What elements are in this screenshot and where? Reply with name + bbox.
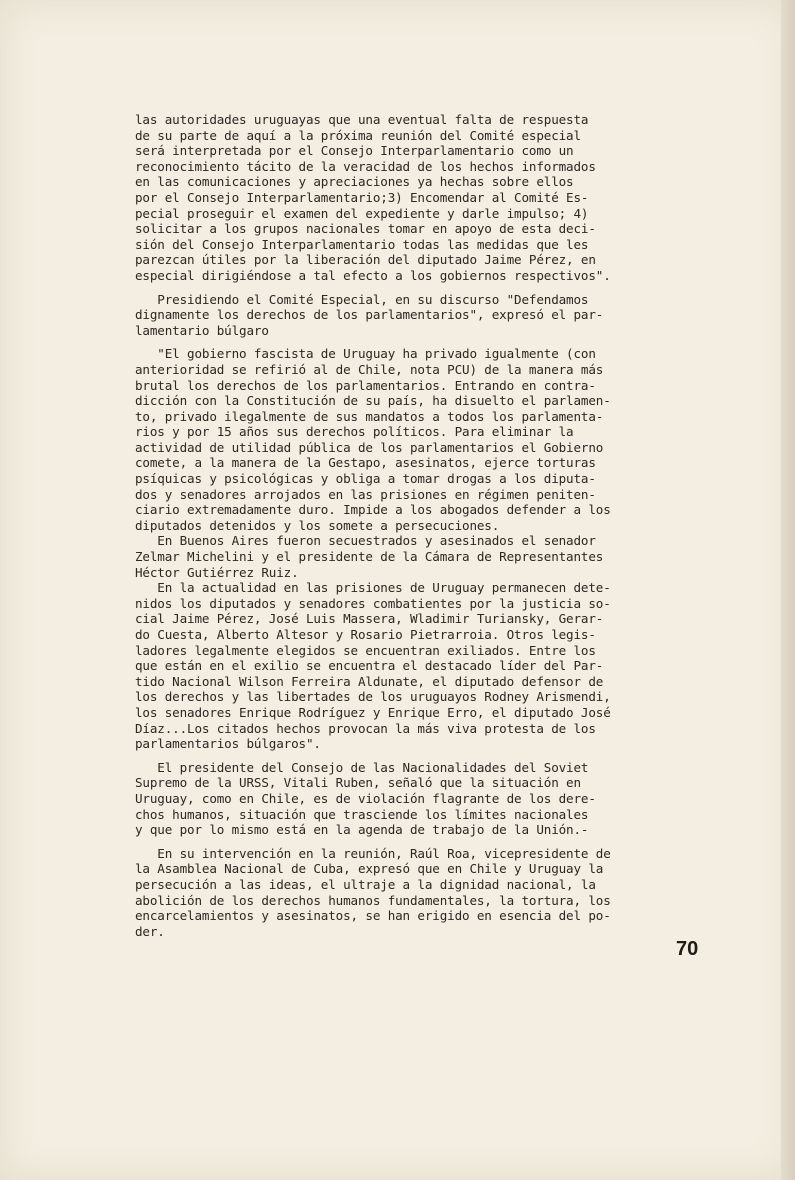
text-line: solicitar a los grupos nacionales tomar en apoyo de esta deci- bbox=[135, 221, 596, 237]
text-line: parezcan útiles por la liberación del diputado Jaime Pérez, en bbox=[135, 252, 596, 268]
page-number: 70 bbox=[676, 938, 699, 960]
text-line: dignamente los derechos de los parlamentarios", expresó el par- bbox=[135, 307, 604, 323]
text-line: especial dirigiéndose a tal efecto a los gobiernos respectivos". bbox=[135, 267, 611, 283]
paragraph bbox=[135, 760, 725, 838]
text-line: por el Consejo Interparlamentario;3) Encomendar al Comité Es- bbox=[135, 189, 589, 205]
text-line: En Buenos Aires fueron secuestrados y asesinados el senador bbox=[135, 533, 596, 549]
text-line: Presidiendo el Comité Especial, en su discurso "Defendamos bbox=[135, 291, 589, 307]
text-line: comete, a la manera de la Gestapo, asesinatos, ejerce torturas bbox=[135, 455, 596, 471]
text-line: dicción con la Constitución de su país, ha disuelto el parlamen- bbox=[135, 393, 611, 409]
text-line: ladores legalmente elegidos se encuentran exiliados. Entre los bbox=[135, 642, 596, 658]
text-line: En su intervención en la reunión, Raúl Roa, vicepresidente de bbox=[135, 845, 611, 861]
text-line: diputados detenidos y los somete a persecuciones. bbox=[135, 517, 500, 533]
paragraph-gap bbox=[135, 838, 725, 846]
paragraph-gap bbox=[135, 284, 725, 292]
text-line: ciario extremadamente duro. Impide a los abogados defender a los bbox=[135, 502, 611, 518]
text-line: la Asamblea Nacional de Cuba, expresó que en Chile y Uruguay la bbox=[135, 861, 604, 877]
text-line: los senadores Enrique Rodríguez y Enrique Erro, el diputado José bbox=[135, 704, 611, 720]
text-line: y que por lo mismo está en la agenda de trabajo de la Unión.- bbox=[135, 822, 589, 838]
paragraph bbox=[135, 292, 725, 339]
text-line: las autoridades uruguayas que una eventual falta de respuesta bbox=[135, 112, 589, 127]
text-line: parlamentarios búlgaros". bbox=[135, 736, 321, 752]
text-line: lamentario búlgaro bbox=[135, 322, 269, 338]
text-line: chos humanos, situación que trasciende los límites nacionales bbox=[135, 806, 589, 822]
paragraph-gap bbox=[135, 752, 725, 760]
text-line: en las comunicaciones y apreciaciones ya hechas sobre ellos bbox=[135, 174, 574, 190]
text-line: los derechos y las libertades de los uruguayos Rodney Arismendi, bbox=[135, 689, 611, 705]
text-line: Díaz...Los citados hechos provocan la más viva protesta de los bbox=[135, 720, 596, 736]
text-line: psíquicas y psicológicas y obliga a tomar drogas a los diputa- bbox=[135, 471, 596, 487]
text-line: to, privado ilegalmente de sus mandatos a todos los parlamenta- bbox=[135, 408, 604, 424]
text-line: será interpretada por el Consejo Interparlamentario como un bbox=[135, 143, 574, 159]
text-line: nidos los diputados y senadores combatientes por la justicia so- bbox=[135, 595, 611, 611]
text-line: rios y por 15 años sus derechos políticos. Para eliminar la bbox=[135, 424, 574, 440]
text-line: sión del Consejo Interparlamentario todas las medidas que les bbox=[135, 236, 589, 252]
text-line: que están en el exilio se encuentra el destacado líder del Par- bbox=[135, 658, 604, 674]
body-text bbox=[135, 112, 725, 939]
text-line: cial Jaime Pérez, José Luis Massera, Wladimir Turiansky, Gerar- bbox=[135, 611, 604, 627]
text-line: actividad de utilidad pública de los parlamentarios el Gobierno bbox=[135, 439, 604, 455]
text-line: encarcelamientos y asesinatos, se han erigido en esencia del po- bbox=[135, 908, 611, 924]
text-line: tido Nacional Wilson Ferreira Aldunate, el diputado defensor de bbox=[135, 673, 604, 689]
paragraph-gap bbox=[135, 338, 725, 346]
text-line: Uruguay, como en Chile, es de violación flagrante de los dere- bbox=[135, 790, 596, 806]
text-line: dos y senadores arrojados en las prisiones en régimen peniten- bbox=[135, 486, 596, 502]
paragraph bbox=[135, 112, 725, 284]
text-line: Héctor Gutiérrez Ruiz. bbox=[135, 564, 299, 580]
text-line: brutal los derechos de los parlamentarios. Entrando en contra- bbox=[135, 377, 596, 393]
text-line: Supremo de la URSS, Vitali Ruben, señaló que la situación en bbox=[135, 775, 581, 791]
page-edge bbox=[781, 0, 795, 1180]
text-line: El presidente del Consejo de las Nacionalidades del Soviet bbox=[135, 759, 589, 775]
text-line: reconocimiento tácito de la veracidad de los hechos informados bbox=[135, 158, 596, 174]
paragraph bbox=[135, 346, 725, 751]
text-line: persecución a las ideas, el ultraje a la dignidad nacional, la bbox=[135, 876, 596, 892]
text-line: "El gobierno fascista de Uruguay ha privado igualmente (con bbox=[135, 346, 596, 362]
text-line: Zelmar Michelini y el presidente de la Cámara de Representantes bbox=[135, 549, 604, 565]
text-line: anterioridad se refirió al de Chile, nota PCU) de la manera más bbox=[135, 361, 604, 377]
text-line: En la actualidad en las prisiones de Uruguay permanecen dete- bbox=[135, 580, 611, 596]
text-line: abolición de los derechos humanos fundamentales, la tortura, los bbox=[135, 892, 611, 908]
paragraph bbox=[135, 846, 725, 940]
text-line: der. bbox=[135, 923, 165, 939]
text-line: de su parte de aquí a la próxima reunión del Comité especial bbox=[135, 127, 581, 143]
text-line: pecial proseguir el examen del expediente y darle impulso; 4) bbox=[135, 205, 589, 221]
text-line: do Cuesta, Alberto Altesor y Rosario Pietrarroia. Otros legis- bbox=[135, 627, 596, 642]
